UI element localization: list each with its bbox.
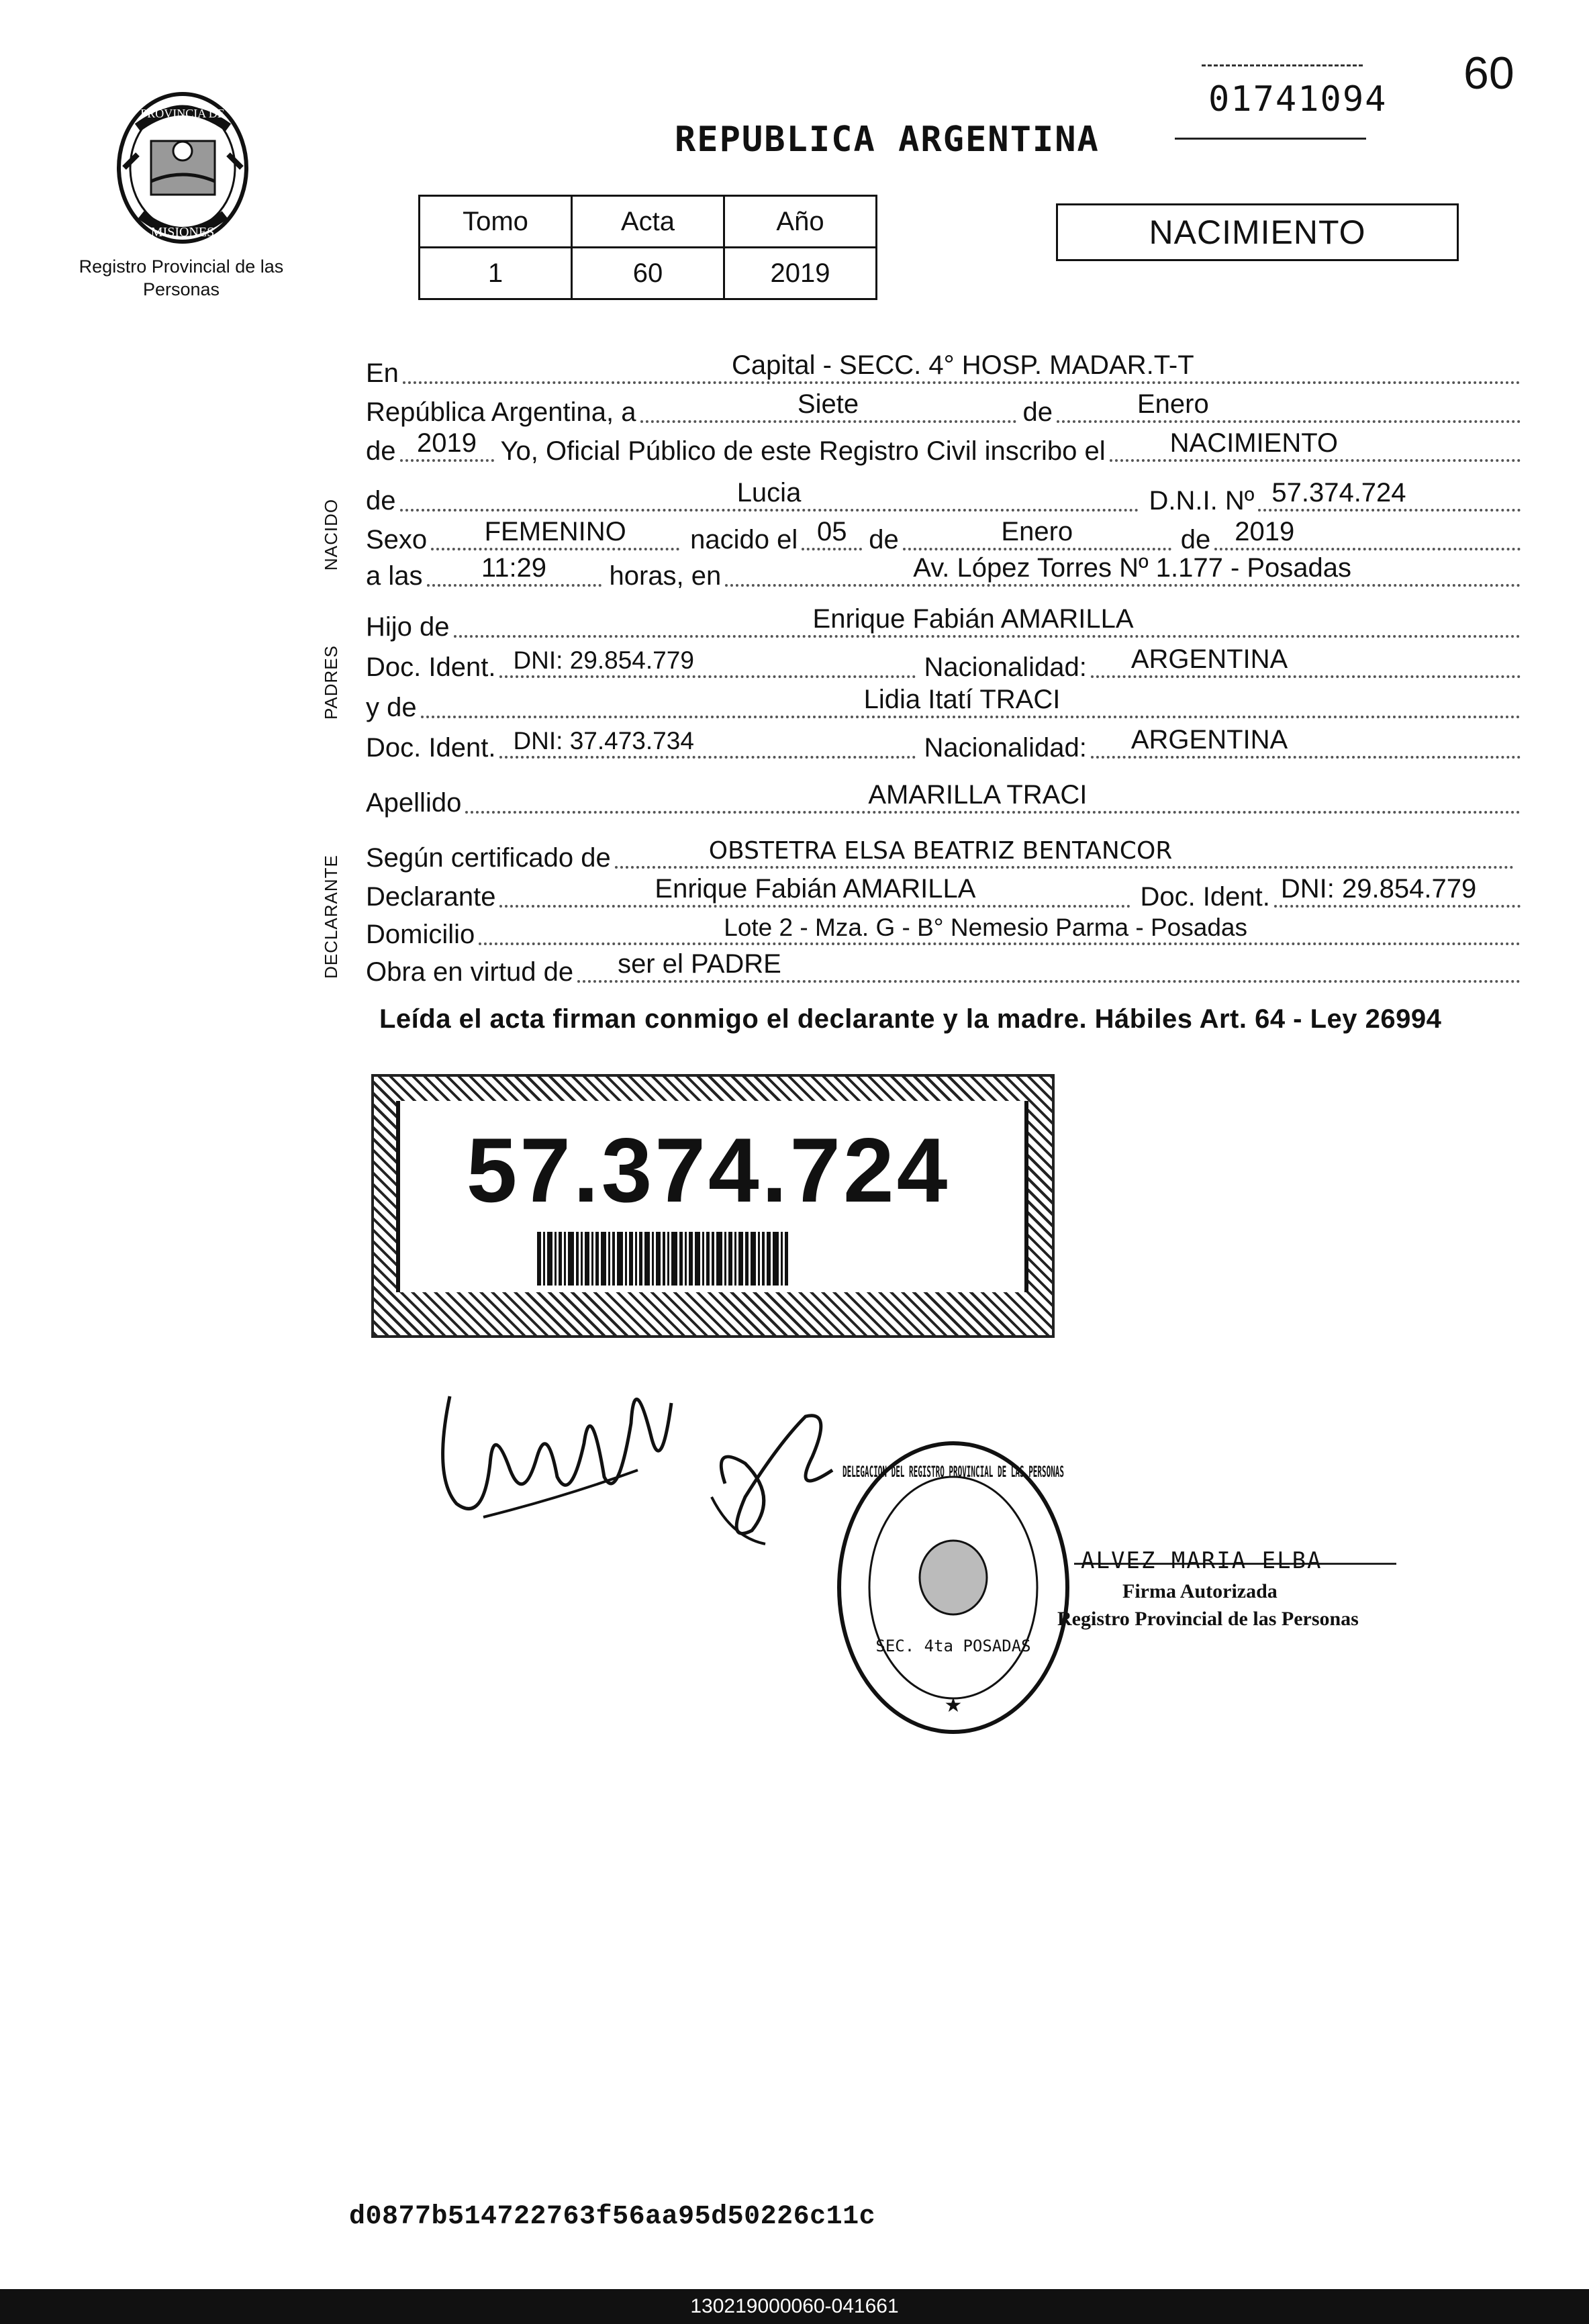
section-label-nacido: NACIDO [321, 498, 341, 571]
certificate-issuer: OBSTETRA ELSA BEATRIZ BENTANCOR [708, 837, 1173, 865]
page-title: REPUBLICA ARGENTINA [675, 119, 1100, 160]
serial-number: 01741094 [1208, 79, 1388, 119]
birth-place: Av. López Torres Nº 1.177 - Posadas [913, 553, 1352, 583]
declarant-address: Lote 2 - Mza. G - B° Nemesio Parma - Posadas [724, 914, 1247, 941]
row-republica [366, 388, 1521, 426]
birth-year: 2019 [1235, 517, 1295, 546]
section-label-padres: PADRES [321, 645, 341, 720]
statement-text: Yo, Oficial Público de este Registro Civil inscribo el [500, 436, 1106, 466]
acta-header: Acta [572, 196, 724, 248]
child-sex: FEMENINO [484, 517, 626, 546]
row-sex [366, 516, 1521, 553]
declarant-doc: DNI: 29.854.779 [1280, 874, 1477, 904]
day-words: Siete [797, 389, 859, 419]
row-en [366, 349, 1521, 387]
anio-value: 2019 [724, 248, 877, 299]
yde-label: y de [366, 693, 417, 722]
horas-label: horas, en [609, 561, 722, 591]
mother-name: Lidia Itatí TRACI [863, 685, 1061, 714]
authorized-title: Firma Autorizada [1122, 1580, 1278, 1602]
acta-value: 60 [572, 248, 724, 299]
child-surname: AMARILLA TRACI [868, 780, 1088, 810]
doc-label-declarant: Doc. Ident. [1140, 882, 1270, 912]
doc-label-mother: Doc. Ident. [366, 733, 496, 763]
reading-statement: Leída el acta firman conmigo el declarante y la madre. Hábiles Art. 64 - Ley 26994 [379, 1004, 1442, 1034]
serial-dashes [1202, 64, 1363, 66]
row-time [366, 552, 1521, 589]
tomo-value: 1 [420, 248, 572, 299]
declarant-name: Enrique Fabián AMARILLA [655, 874, 976, 904]
dni-sticker-number: 57.374.724 [466, 1119, 951, 1221]
registration-place: Capital - SECC. 4° HOSP. MADAR.T-T [731, 350, 1194, 380]
province-coat-of-arms-logo [111, 87, 255, 258]
seal-inner-text: SEC. 4ta POSADAS [875, 1637, 1031, 1655]
registry-seal [832, 1437, 1074, 1739]
inscription-type: NACIMIENTO [1169, 428, 1339, 458]
birth-day: 05 [817, 517, 847, 546]
declarant-capacity: ser el PADRE [618, 949, 781, 979]
authorized-registry: Registro Provincial de las Personas [1057, 1608, 1359, 1630]
row-declarant [366, 873, 1521, 910]
anio-header: Año [724, 196, 877, 248]
registration-year: 2019 [417, 428, 477, 458]
child-name: Lucia [736, 478, 802, 507]
de-label-1: de [1022, 397, 1053, 427]
row-certificate [366, 834, 1514, 871]
record-type-box: NACIMIENTO [1056, 203, 1459, 261]
de-label-4: de [869, 525, 899, 554]
row-address [366, 910, 1521, 948]
father-nationality: ARGENTINA [1130, 644, 1288, 674]
mother-nationality: ARGENTINA [1130, 725, 1288, 755]
de-label-5: de [1180, 525, 1211, 554]
segun-label: Según certificado de [366, 843, 611, 873]
serial-underline [1175, 138, 1366, 140]
row-surname [366, 779, 1521, 816]
section-label-declarante: DECLARANTE [321, 855, 341, 979]
registry-name: Registro Provincial de las Personas [79, 256, 284, 299]
mother-doc: DNI: 37.473.734 [513, 727, 694, 755]
row-mother-doc [366, 724, 1521, 761]
child-dni: 57.374.724 [1271, 478, 1406, 507]
tomo-header: Tomo [420, 196, 572, 248]
domicilio-label: Domicilio [366, 920, 475, 949]
seal-outer-text: DELEGACION DEL REGISTRO PROVINCIAL DE LAS PERSONAS [842, 1464, 1064, 1481]
apellido-label: Apellido [366, 788, 462, 818]
birth-time: 11:29 [481, 553, 547, 583]
row-father-doc [366, 643, 1521, 681]
alas-label: a las [366, 561, 423, 591]
father-doc: DNI: 29.854.779 [513, 646, 694, 674]
hijo-label: Hijo de [366, 612, 450, 642]
doc-label-father: Doc. Ident. [366, 652, 496, 682]
page-number: 60 [1463, 48, 1514, 99]
row-name [366, 477, 1521, 514]
row-mother [366, 683, 1521, 721]
authorized-name: ALVEZ MARIA ELBA [1081, 1547, 1322, 1574]
handwritten-signatures [430, 1343, 866, 1584]
sexo-label: Sexo [366, 525, 428, 554]
record-table [418, 195, 877, 300]
logo-text-bottom: MISIONES [150, 225, 215, 240]
birth-month: Enero [1001, 517, 1073, 546]
nacionalidad-label-mother: Nacionalidad: [924, 733, 1087, 763]
star-icon: ★ [944, 1694, 963, 1716]
father-name: Enrique Fabián AMARILLA [812, 604, 1134, 634]
declarante-label: Declarante [366, 882, 496, 912]
document-hash: d0877b514722763f56aa95d50226c11c [349, 2202, 876, 2232]
registration-month: Enero [1137, 389, 1209, 419]
row-capacity [366, 948, 1521, 985]
de-label-2: de [366, 436, 396, 466]
nacionalidad-label-father: Nacionalidad: [924, 652, 1087, 682]
dni-label: D.N.I. Nº [1149, 486, 1255, 516]
barcode [537, 1232, 826, 1286]
en-label: En [366, 358, 399, 388]
row-statement [366, 427, 1521, 465]
footer-code: 130219000060-041661 [0, 2289, 1589, 2324]
obra-label: Obra en virtud de [366, 957, 574, 987]
row-father [366, 603, 1521, 640]
nacido-label: nacido el [690, 525, 798, 554]
republica-label: República Argentina, a [366, 397, 636, 427]
logo-text-top: PROVINCIA DE [140, 107, 225, 120]
de-label-3: de [366, 486, 396, 516]
